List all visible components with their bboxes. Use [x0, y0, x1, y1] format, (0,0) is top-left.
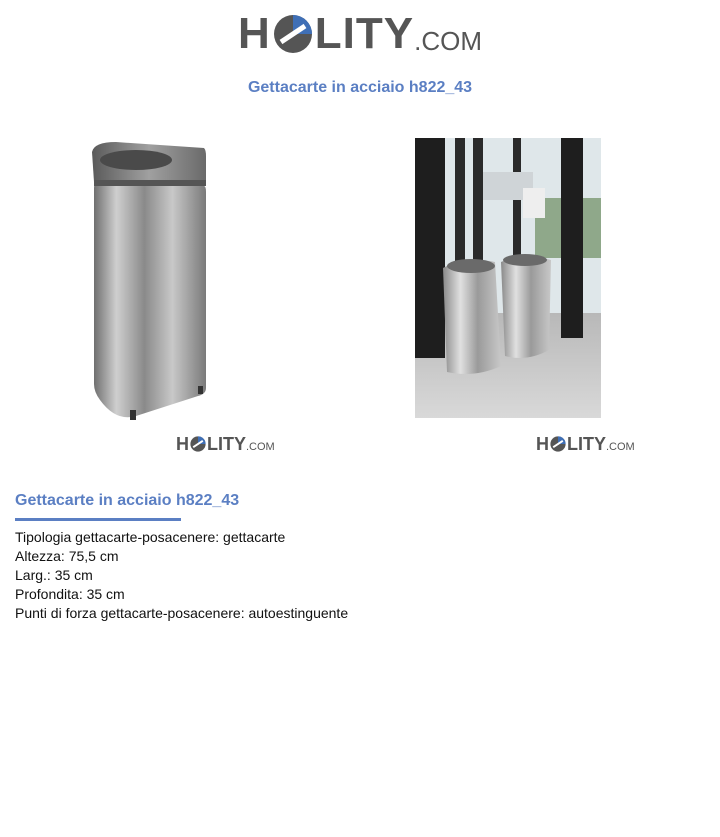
logo-text-lity: LITY [207, 434, 246, 454]
image-1-logo [176, 434, 275, 455]
logo-text-h: H [176, 434, 189, 454]
document-title: Gettacarte in acciaio h822_43 [247, 79, 473, 96]
logo-text-lity: LITY [567, 434, 606, 454]
spec-item: Altezza: 75,5 cm [15, 548, 119, 564]
spec-item: Profondita: 35 cm [15, 586, 125, 602]
logo-o-icon [550, 436, 566, 452]
logo-suffix: .COM [606, 441, 635, 453]
image-2-logo [536, 434, 635, 455]
logo-o-icon [273, 14, 313, 54]
spec-item: Larg.: 35 cm [15, 567, 93, 583]
section-title: Gettacarte in acciaio h822_43 [15, 492, 240, 509]
product-image-2 [415, 138, 601, 418]
steel-bins-scene-image [415, 138, 601, 418]
spec-list [15, 528, 348, 623]
steel-bin-image [86, 138, 216, 422]
logo-text-h: H [238, 9, 271, 58]
logo-text-h: H [536, 434, 549, 454]
holity-logo[interactable] [0, 9, 720, 58]
product-image-1 [86, 138, 216, 422]
spec-item: Tipologia gettacarte-posacenere: gettacarte [15, 529, 286, 545]
section-divider [15, 518, 181, 521]
logo-suffix: .COM [414, 26, 482, 56]
spec-item: Punti di forza gettacarte-posacenere: autoestinguente [15, 605, 349, 621]
logo-suffix: .COM [246, 441, 275, 453]
logo-o-icon [190, 436, 206, 452]
logo-text-lity: LITY [314, 9, 415, 58]
